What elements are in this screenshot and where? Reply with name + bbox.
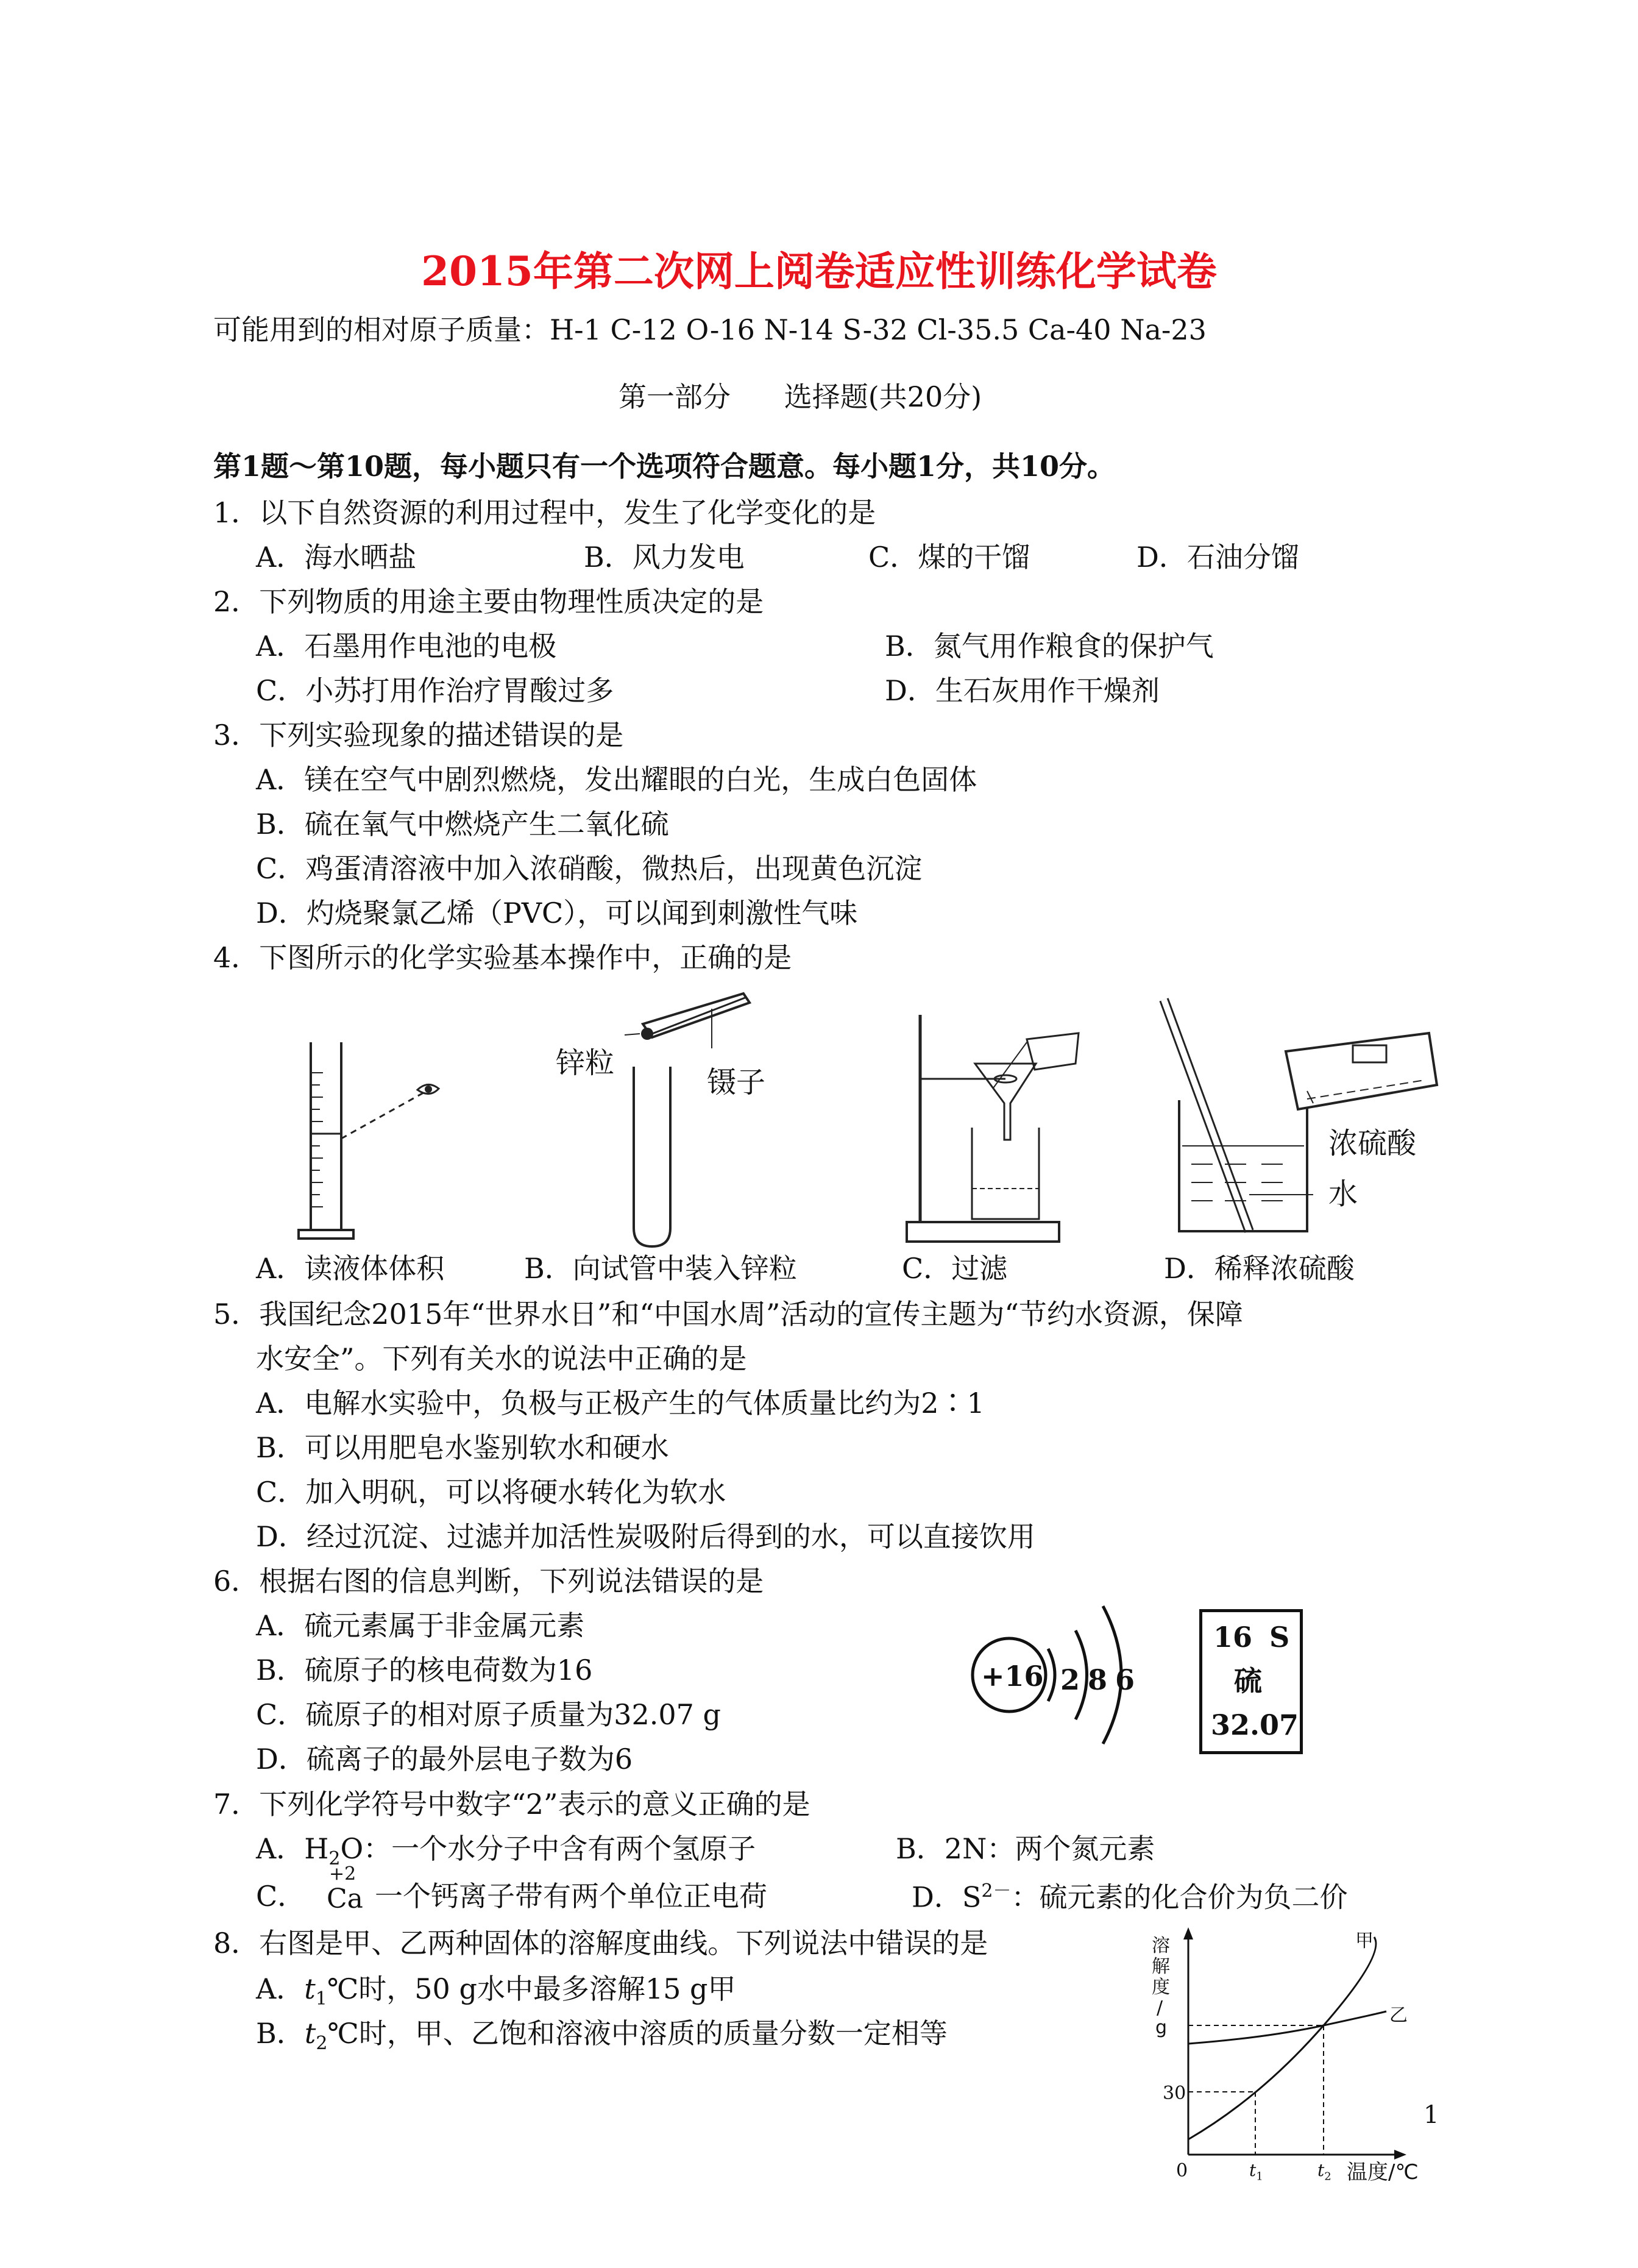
q2-stem: 2．下列物质的用途主要由物理性质决定的是 [213,585,764,618]
q3-option-c: C．鸡蛋清溶液中加入浓硝酸，微热后，出现黄色沉淀 [256,852,923,885]
q1-stem: 1．以下自然资源的利用过程中，发生了化学变化的是 [213,496,876,529]
x-tick-origin: 0 [1176,2160,1188,2181]
y-axis-title-5: g [1155,2017,1168,2038]
q3-option-a: A．镁在空气中剧烈燃烧，发出耀眼的白光，生成白色固体 [256,763,977,796]
q1-option-b: B．风力发电 [584,541,745,574]
q7-option-c-charge: +2 [329,1863,356,1885]
atom-shell-2: 8 [1088,1663,1108,1696]
y-axis-title-3: 度 [1152,1977,1170,1998]
q7-option-c-prefix: C． [256,1880,306,1913]
exam-title: 2015年第二次网上阅卷适应性训练化学试卷 [421,247,1217,295]
series-label-jia: 甲 [1355,1930,1374,1952]
q7-option-b: B．2N：两个氮元素 [896,1832,1155,1865]
q1-option-d: D．石油分馏 [1136,541,1299,574]
q7-option-a: A．$H_2O$：一个水分子中含有两个氢原子 [256,1832,756,1870]
q5-option-b: B．可以用肥皂水鉴别软水和硬水 [256,1431,669,1464]
q4-option-a: A．读液体体积 [256,1252,445,1285]
zinc-label: 锌粒 [556,1046,615,1080]
atom-nucleus-charge: +16 [981,1660,1044,1693]
element-mass: 32.07 [1211,1708,1299,1741]
element-number: 16 [1213,1621,1253,1654]
acid-label: 浓硫酸 [1328,1126,1417,1161]
q3-option-d: D．灼烧聚氯乙烯（PVC），可以闻到刺激性气味 [256,897,858,930]
q8-option-b: B．$t_2℃$时，甲、乙饱和溶液中溶质的质量分数一定相等 [256,2017,948,2055]
q4-stem: 4．下图所示的化学实验基本操作中，正确的是 [213,941,792,974]
y-axis-title-2: 解 [1152,1956,1170,1977]
test-tube-figure [548,987,792,1250]
q1-option-a: A．海水晒盐 [256,541,417,574]
q2-option-a: A．石墨用作电池的电极 [256,630,557,663]
instructions: 第1题～第10题，每小题只有一个选项符合题意。每小题1分，共10分。 [213,450,1116,483]
q5-option-d: D．经过沉淀、过滤并加活性炭吸附后得到的水，可以直接饮用 [256,1520,1035,1553]
page-number: 1 [1424,2101,1439,2129]
q1-option-c: C．煤的干馏 [868,541,1030,574]
x-axis-title: 温度/℃ [1347,2160,1419,2184]
q7-option-d: D．$S^{2-}$：硫元素的化合价为负二价 [912,1880,1348,1914]
element-name: 硫 [1234,1665,1262,1697]
y-axis-title-1: 溶 [1152,1935,1170,1957]
series-yi-curve [1188,2011,1386,2044]
q5-stem-line2: 水安全”。下列有关水的说法中正确的是 [256,1342,747,1375]
water-label: 水 [1328,1177,1358,1211]
q6-stem: 6．根据右图的信息判断，下列说法错误的是 [213,1565,764,1598]
q5-stem-line1: 5．我国纪念2015年“世界水日”和“中国水周”活动的宣传主题为“节约水资源，保障 [213,1298,1243,1331]
element-symbol: S [1269,1621,1290,1654]
element-card [1199,1609,1303,1754]
q3-stem: 3．下列实验现象的描述错误的是 [213,719,624,752]
q6-option-c: C．硫原子的相对原子质量为32.07 g [256,1698,721,1731]
q5-option-a: A．电解水实验中，负极与正极产生的气体质量比约为2∶1 [256,1387,985,1420]
q4-option-b: B．向试管中装入锌粒 [524,1252,797,1285]
tweezers-label: 镊子 [707,1065,766,1100]
q8-stem: 8．右图是甲、乙两种固体的溶解度曲线。下列说法中错误的是 [213,1927,988,1960]
atom-shell-3: 6 [1115,1663,1135,1696]
q2-option-c: C．小苏打用作治疗胃酸过多 [256,674,614,707]
filtration-figure [902,1006,1109,1250]
dilute-acid-figure [1158,987,1450,1250]
x-tick-t2: $t_2$ [1317,2160,1331,2183]
q7-stem: 7．下列化学符号中数字“2”表示的意义正确的是 [213,1788,810,1821]
x-axis-arrow [1394,2150,1406,2160]
y-axis-title-4: / [1157,1997,1163,2019]
q5-option-c: C．加入明矾，可以将硬水转化为软水 [256,1476,726,1509]
q6-option-d: D．硫离子的最外层电子数为6 [256,1743,633,1776]
q8-option-a: A．$t_1℃$时，50 g水中最多溶解15 g甲 [256,1972,736,2010]
q4-option-c: C．过滤 [902,1252,1008,1285]
y-axis-arrow [1183,1927,1193,1939]
series-jia-curve [1188,1937,1376,2139]
series-label-yi: 乙 [1389,2005,1408,2026]
x-tick-t1: $t_1$ [1249,2160,1263,2183]
q2-option-d: D．生石灰用作干燥剂 [885,674,1160,707]
q3-option-b: B．硫在氧气中燃烧产生二氧化硫 [256,808,669,841]
q2-option-b: B．氮气用作粮食的保护气 [885,630,1214,663]
part1-heading: 第一部分 选择题(共20分) [619,380,982,413]
solubility-chart [1146,1920,1426,2188]
q4-option-d: D．稀释浓硫酸 [1164,1252,1355,1285]
y-tick-30: 30 [1163,2083,1186,2104]
q7-option-c-symbol: Ca [327,1883,363,1914]
atomic-masses-line: 可能用到的相对原子质量：H-1 C-12 O-16 N-14 S-32 Cl-35.5 Ca-40 Na-23 [213,313,1207,346]
q6-option-b: B．硫原子的核电荷数为16 [256,1654,593,1687]
q6-option-a: A．硫元素属于非金属元素 [256,1609,585,1642]
graduated-cylinder-figure [286,1036,469,1250]
atom-shell-1: 2 [1060,1663,1080,1696]
q7-option-c-meaning: 一个钙离子带有两个单位正电荷 [375,1880,767,1913]
